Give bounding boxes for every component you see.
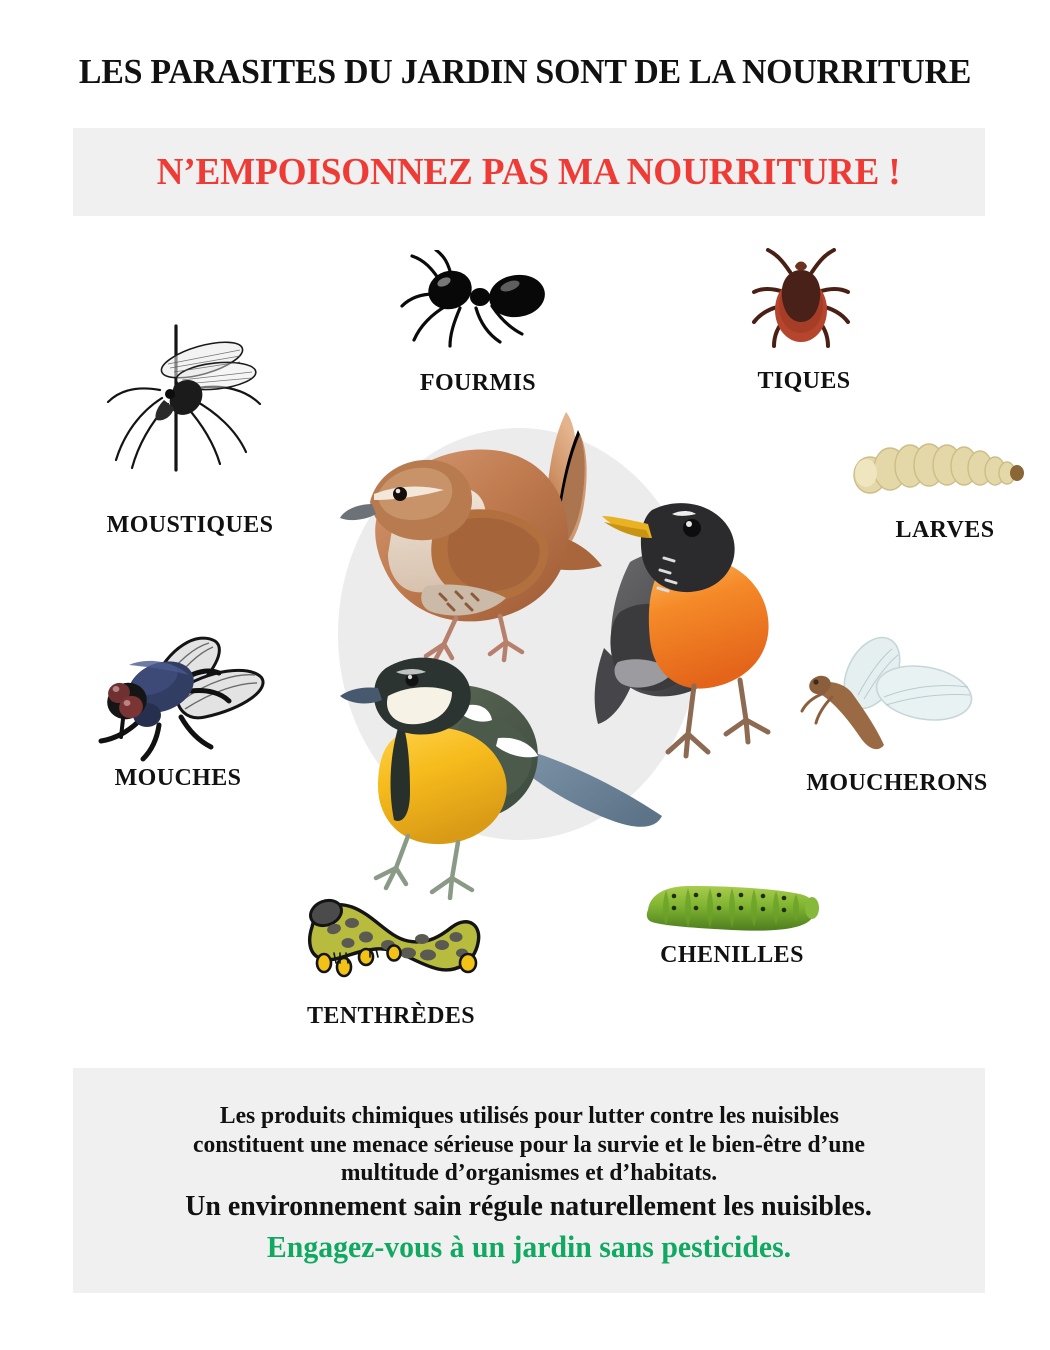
- housefly-icon: [85, 625, 275, 765]
- pest-label-tenthredes: TENTHRÈDES: [306, 1003, 476, 1029]
- great-tit-illustration: [340, 630, 670, 900]
- footer-line-4: Un environnement sain régule naturellement les nuisibles.: [185, 1190, 873, 1223]
- sawfly-larva-icon: [290, 885, 490, 995]
- footer-line-2: constituent une menace sérieuse pour la survie et le bien-être d’une: [193, 1130, 865, 1158]
- pest-label-larves: LARVES: [895, 517, 995, 543]
- grub-larva-icon: [850, 435, 1030, 505]
- footer-call-to-action: Engagez-vous à un jardin sans pesticides.: [266, 1228, 792, 1264]
- pest-label-moucherons: MOUCHERONS: [806, 770, 988, 796]
- mosquito-icon: [90, 320, 290, 480]
- green-caterpillar-icon: [640, 880, 820, 936]
- illustration-stage: [0, 230, 1050, 1050]
- gnat-icon: [800, 635, 990, 765]
- footer-message-box: [73, 1068, 985, 1293]
- pest-label-chenilles: CHENILLES: [660, 942, 804, 968]
- footer-line-1: Les produits chimiques utilisés pour lutter contre les nuisibles: [219, 1102, 839, 1130]
- ant-icon: [398, 250, 558, 360]
- footer-line-3: multitude d’organismes et d’habitats.: [340, 1158, 718, 1186]
- pest-label-fourmis: FOURMIS: [419, 370, 537, 396]
- page-title: LES PARASITES DU JARDIN SONT DE LA NOURRITURE: [78, 52, 972, 91]
- warning-banner: [73, 128, 985, 216]
- pest-label-mouches: MOUCHES: [114, 765, 242, 791]
- tick-icon: [748, 248, 858, 358]
- pest-label-tiques: TIQUES: [757, 368, 851, 394]
- pest-label-moustiques: MOUSTIQUES: [106, 512, 274, 538]
- warning-banner-text: N’EMPOISONNEZ PAS MA NOURRITURE !: [157, 151, 901, 193]
